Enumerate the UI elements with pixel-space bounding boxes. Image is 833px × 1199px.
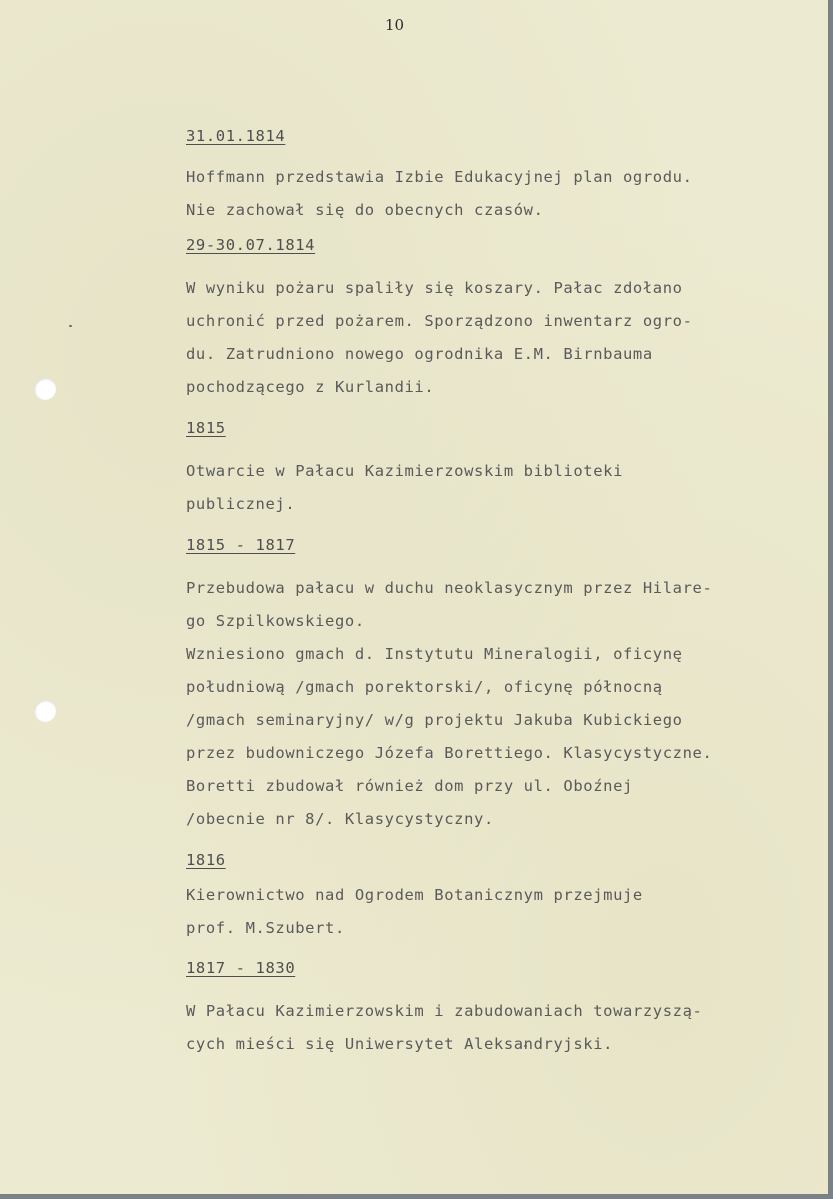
entry-line: W Pałacu Kazimierzowskim i zabudowaniach towarzyszą- xyxy=(186,1002,703,1020)
entry-line: południową /gmach porektorski/, oficynę północną xyxy=(186,678,663,696)
entry-line: go Szpilkowskiego. xyxy=(186,612,365,630)
entry-date: 29-30.07.1814 xyxy=(186,236,316,254)
entry-line: pochodzącego z Kurlandii. xyxy=(186,378,435,396)
entry-body xyxy=(186,161,766,227)
chronology-text xyxy=(186,123,766,1061)
entry-body xyxy=(186,995,766,1061)
page-number: 10 xyxy=(385,16,405,34)
entry-line: /gmach seminaryjny/ w/g projektu Jakuba Kubickiego xyxy=(186,711,683,729)
paper-speck xyxy=(69,325,72,327)
entry-date: 31.01.1814 xyxy=(186,127,286,145)
entry-line: /obecnie nr 8/. Klasycystyczny. xyxy=(186,810,494,828)
entry-line: Otwarcie w Pałacu Kazimierzowskim biblioteki xyxy=(186,462,623,480)
entry-line: Nie zachował się do obecnych czasów. xyxy=(186,201,544,219)
entry-line: uchronić przed pożarem. Sporządzono inwentarz ogro- xyxy=(186,312,693,330)
entry-line: przez budowniczego Józefa Borettiego. Klasycystyczne. xyxy=(186,744,713,762)
entry-date: 1817 - 1830 xyxy=(186,959,296,977)
entry-line: cych mieści się Uniwersytet Aleksandryjski. xyxy=(186,1035,614,1053)
entry-line: W wyniku pożaru spaliły się koszary. Pałac zdołano xyxy=(186,279,683,297)
punch-hole xyxy=(34,378,56,400)
entry-body xyxy=(186,879,766,945)
entry-line: Hoffmann przedstawia Izbie Edukacyjnej plan ogrodu. xyxy=(186,168,693,186)
entry-date: 1815 xyxy=(186,419,226,437)
entry-date: 1816 xyxy=(186,851,226,869)
entry-body xyxy=(186,572,766,836)
entry-body xyxy=(186,272,766,404)
entry-line: Boretti zbudował również dom przy ul. Oboźnej xyxy=(186,777,633,795)
entry-line: du. Zatrudniono nowego ogrodnika E.M. Birnbauma xyxy=(186,345,653,363)
punch-hole xyxy=(34,700,56,722)
entry-line: Wzniesiono gmach d. Instytutu Mineralogii, oficynę xyxy=(186,645,683,663)
entry-line: Przebudowa pałacu w duchu neoklasycznym przez Hilare- xyxy=(186,579,713,597)
entry-body xyxy=(186,455,766,521)
entry-line: Kierownictwo nad Ogrodem Botanicznym przejmuje xyxy=(186,886,643,904)
entry-date: 1815 - 1817 xyxy=(186,536,296,554)
entry-line: publicznej. xyxy=(186,495,296,513)
entry-line: prof. M.Szubert. xyxy=(186,919,345,937)
